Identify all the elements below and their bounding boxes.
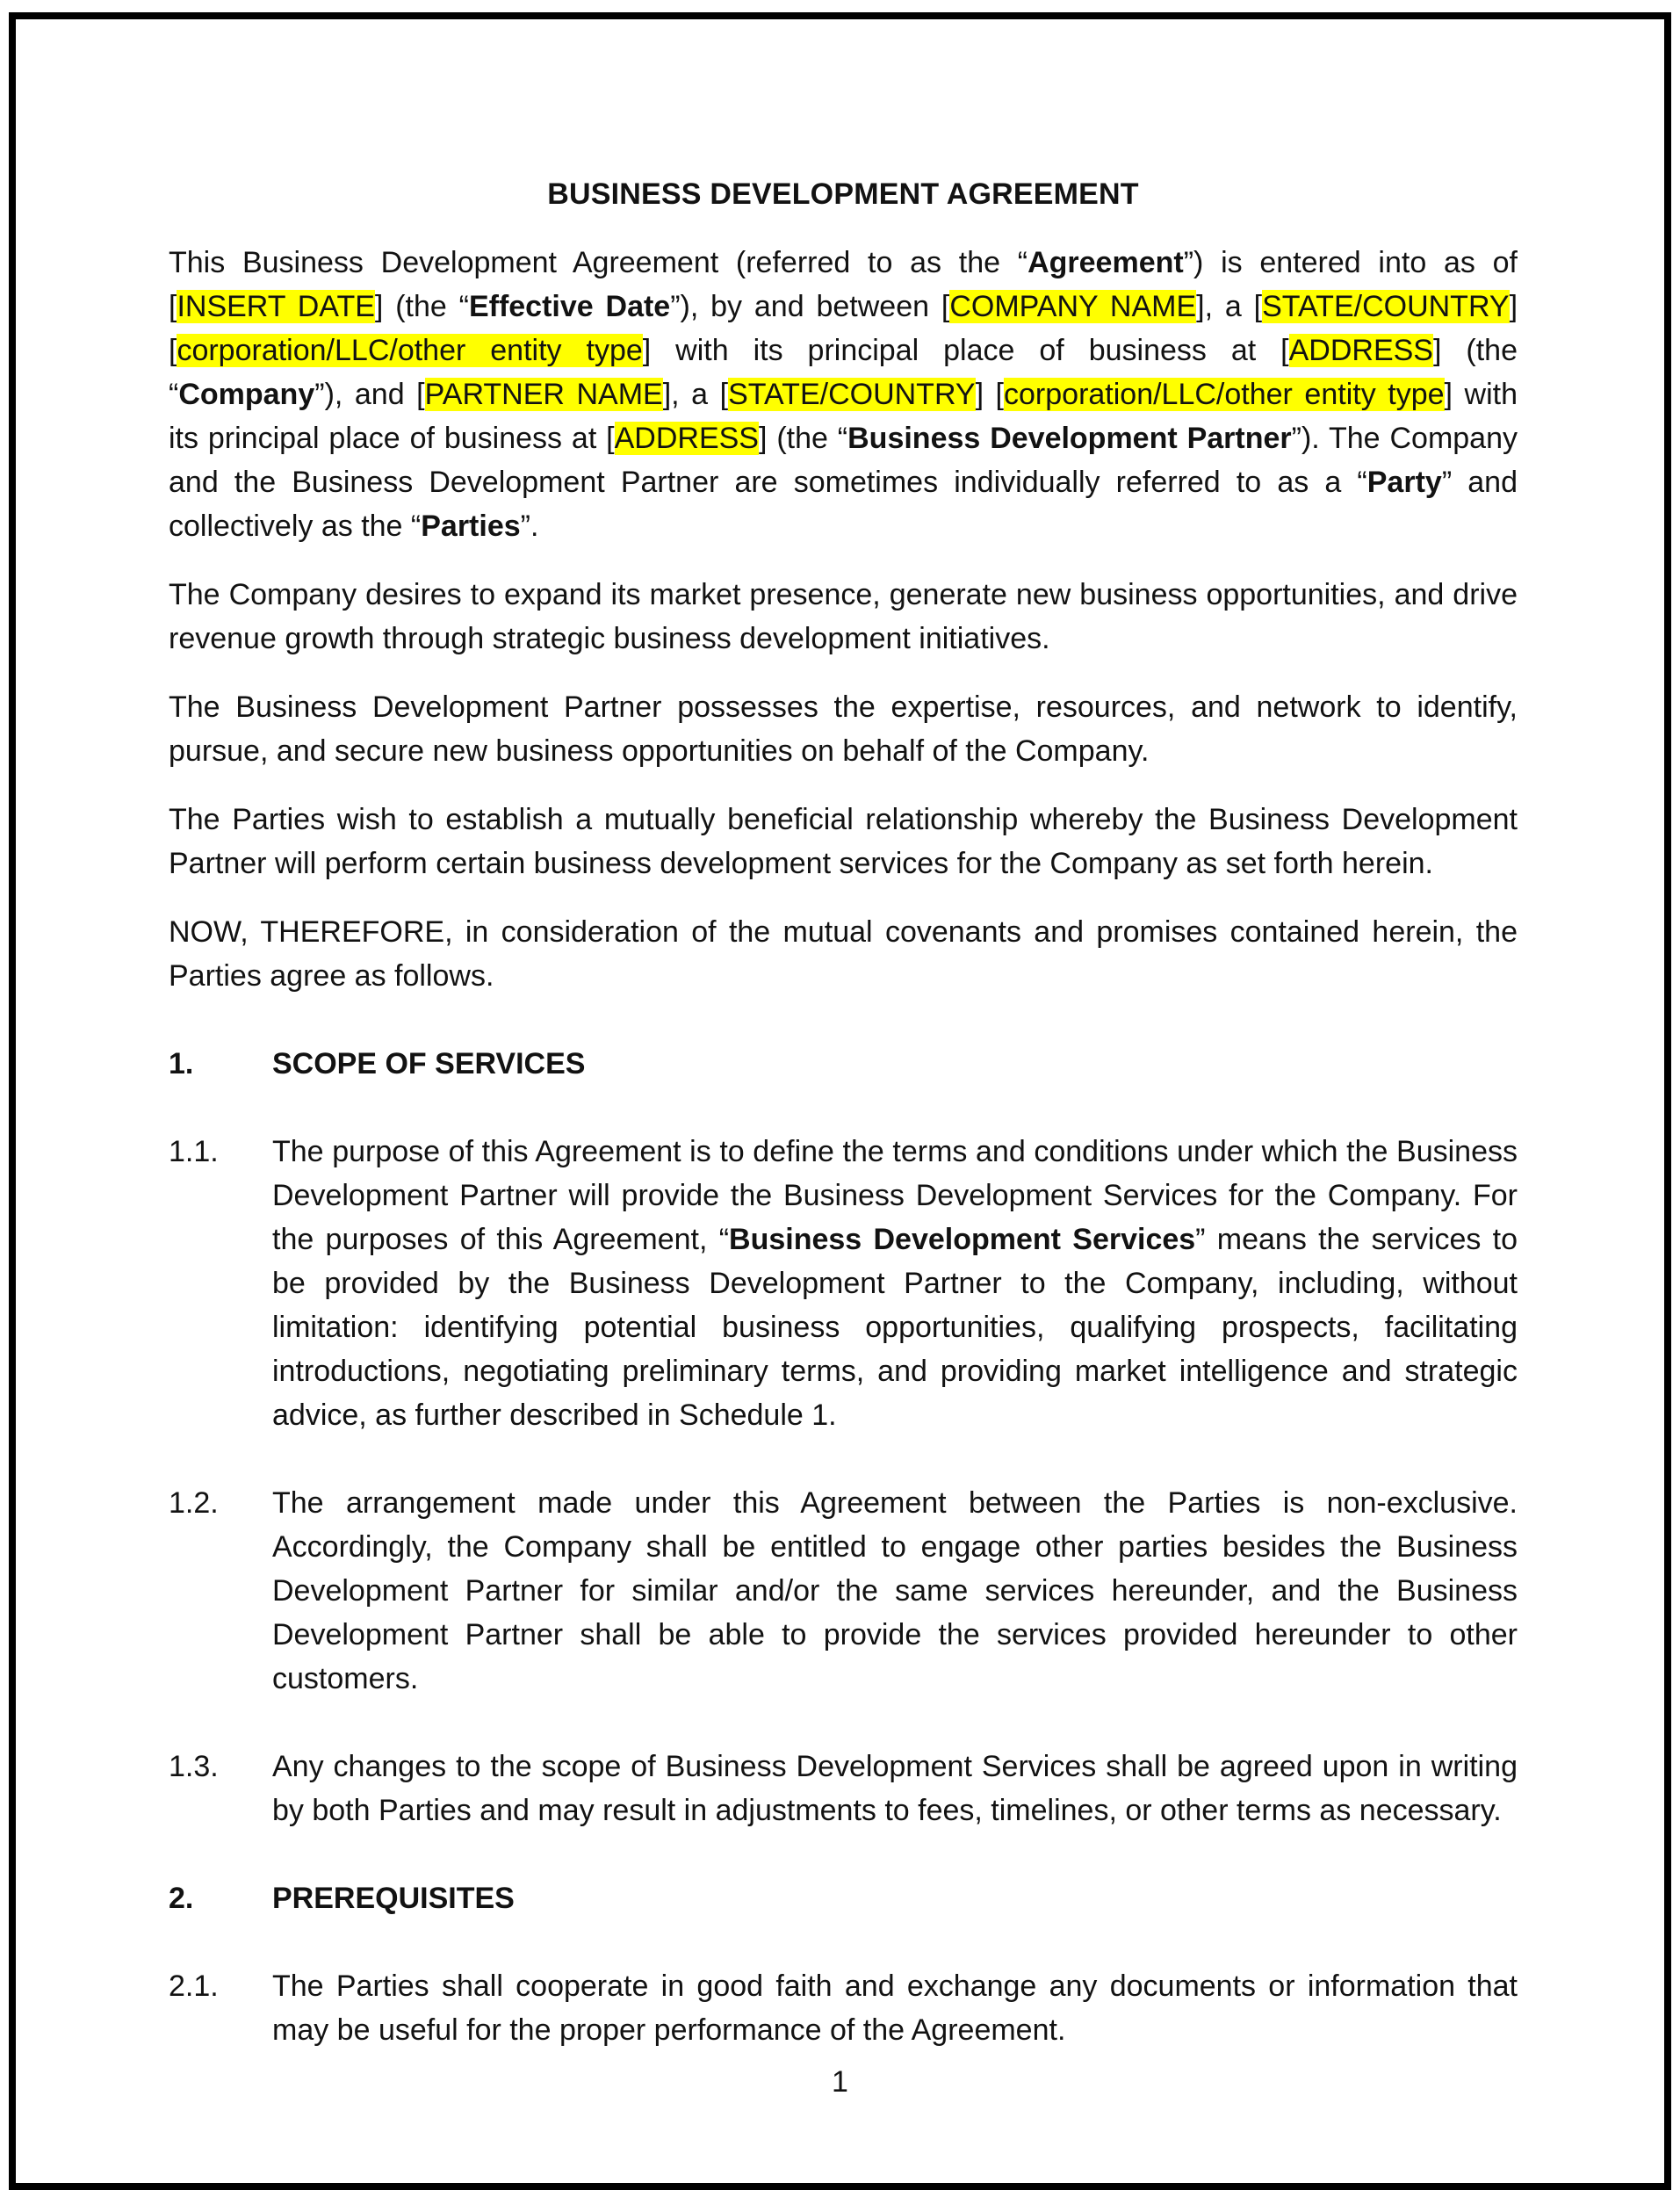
document-content — [169, 172, 1518, 2052]
clause-number: 1.1. — [169, 1135, 219, 1168]
intro-paragraph-5: NOW, THEREFORE, in consideration of the mutual covenants and promises contained herein, the Parties agree as follows. — [169, 915, 1518, 993]
clause-1-3 — [169, 1745, 1518, 1832]
intro-paragraph-4: The Parties wish to establish a mutually beneficial relationship whereby the Business Development Partner will perform certain business development services for the Company as set forth herein. — [169, 803, 1518, 880]
intro-paragraph-1: This Business Development Agreement (referred to as the “Agreement”) is entered into as of [INSERT DATE] (the “Effective Date”), by and between [COMPANY NAME], a [STATE/COUNTRY] [corporation/LLC/other entity type] with its principal place of business at [ADDRESS] (the “Company”), and [PARTNER NAME], a [STATE/COUNTRY] [corporation/LLC/other entity type] with its principal place of business at [ADDRESS] (the “Business Development Partner”). The Company and the Business Development Partner are sometimes individually referred to as a “Party” and collectively as the “Parties”. — [169, 246, 1518, 543]
intro-paragraph-2: The Company desires to expand its market presence, generate new business opportunities, and drive revenue growth through strategic business development initiatives. — [169, 578, 1518, 655]
page-number: 1 — [832, 2065, 848, 2099]
clause-text: The arrangement made under this Agreement between the Parties is non-exclusive. Accordingly, the Company shall be entitled to engage other parties besides the Business Development Partner for similar and/or the same services hereunder, and the Business Development Partner shall be able to provide the services provided hereunder to other customers. — [272, 1486, 1518, 1695]
clause-1-1 — [169, 1130, 1518, 1437]
section-heading-scope-of-services — [169, 1042, 1518, 1086]
section-heading-text: PREREQUISITES — [272, 1882, 515, 1915]
clause-2-1 — [169, 1964, 1518, 2052]
clause-number: 2.1. — [169, 1969, 219, 2003]
section-heading-text: SCOPE OF SERVICES — [272, 1047, 586, 1080]
intro-paragraph-3: The Business Development Partner possesses the expertise, resources, and network to identify, pursue, and secure new business opportunities on behalf of the Company. — [169, 690, 1518, 768]
section-number: 1. — [169, 1047, 194, 1080]
document-title: BUSINESS DEVELOPMENT AGREEMENT — [547, 177, 1139, 211]
section-number: 2. — [169, 1882, 194, 1915]
section-heading-prerequisites — [169, 1876, 1518, 1920]
clause-1-2 — [169, 1481, 1518, 1701]
clause-text: The purpose of this Agreement is to define the terms and conditions under which the Business Development Partner will provide the Business Development Services for the Company. For the purposes of this Agreement, “Business Development Services” means the services to be provided by the Business Development Partner to the Company, including, without limitation: identifying potential business opportunities, qualifying prospects, facilitating introductions, negotiating preliminary terms, and providing market intelligence and strategic advice, as further described in Schedule 1. — [272, 1135, 1518, 1432]
clause-text: The Parties shall cooperate in good faith and exchange any documents or information that may be useful for the proper performance of the Agreement. — [272, 1969, 1518, 2047]
clause-number: 1.3. — [169, 1750, 219, 1783]
clause-text: Any changes to the scope of Business Development Services shall be agreed upon in writing by both Parties and may result in adjustments to fees, timelines, or other terms as necessary. — [272, 1750, 1518, 1827]
clause-number: 1.2. — [169, 1486, 219, 1520]
